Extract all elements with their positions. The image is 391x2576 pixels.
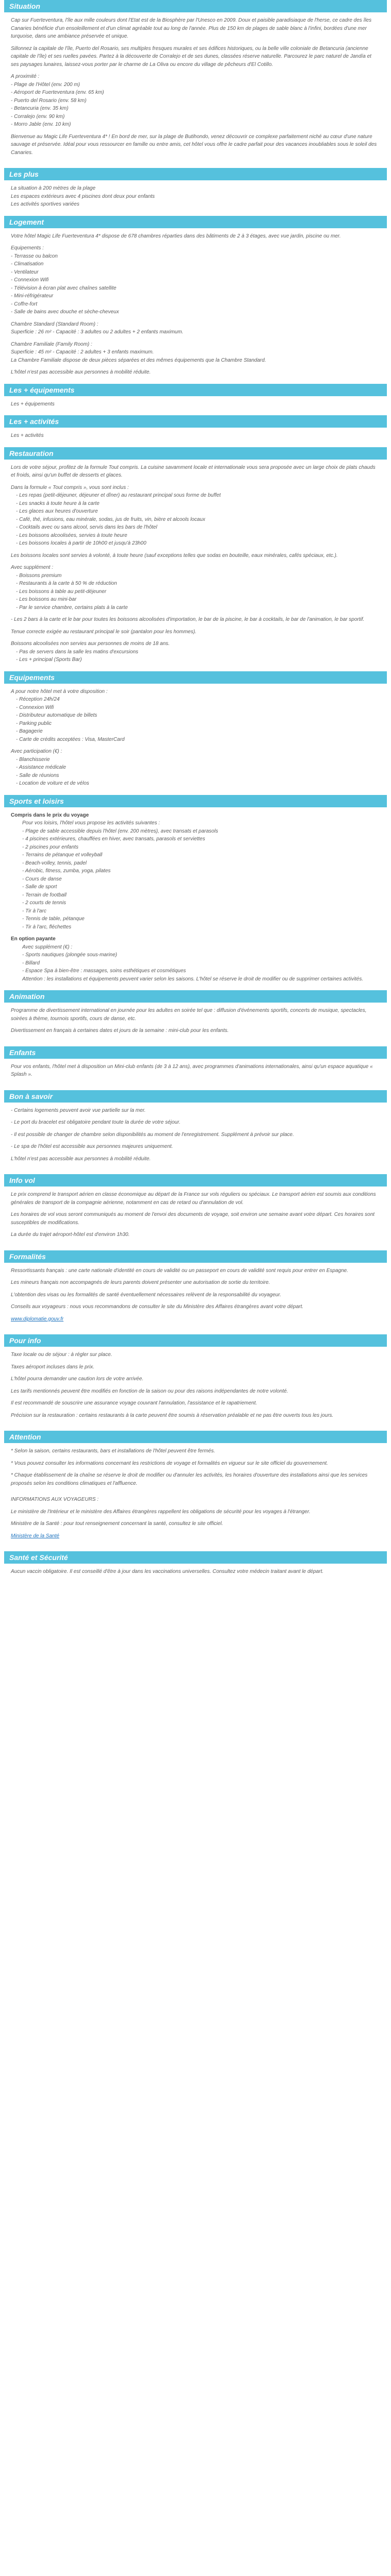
section-title: Info vol — [4, 1174, 387, 1187]
restauration-ai-title: Dans la formule « Tout compris », vous sont inclus : — [11, 484, 129, 490]
section-logement — [4, 216, 387, 384]
equipements-item: - Connexion Wifi — [16, 704, 54, 710]
section-title: Restauration — [4, 447, 387, 460]
pour-info-paragraph: Les tarifs mentionnés peuvent être modifiés en fonction de la saison ou pour des raisons indépendantes de notre volonté. — [11, 1388, 288, 1394]
logement-accessibility: L'hôtel n'est pas accessible aux personnes à mobilité réduite. — [11, 369, 151, 375]
formalites-paragraph: Conseils aux voyageurs : nous vous recommandons de consulter le site du Ministère des Affaires étrangères avant votre départ. — [11, 1304, 304, 1310]
info-vol-paragraph: Les horaires de vol vous seront communiqués au moment de l'envoi des documents de voyage, soit environ une semaine avant votre départ. Ces horaires sont susceptibles de modifications. — [11, 1212, 375, 1226]
restauration-ai-item: - Les glaces aux heures d'ouverture — [16, 509, 98, 514]
situation-paragraph: Bienvenue au Magic Life Fuerteventura 4* ! En bord de mer, sur la plage de Butihondo, venez découvrir ce complexe parfaitement niché au cœur d'une nature sauvage et préservée. Idéal pour vous ressourcer en famille ou entre amis, cet hôtel vous offre le cadre parfait pour des vacances inoubliables sous le soleil des Canaries. — [11, 133, 377, 156]
sports-included-item: - Tir à l'arc, fléchettes — [22, 924, 72, 930]
logement-intro: Votre hôtel Magic Life Fuerteventura 4* dispose de 678 chambres réparties dans des bâtiments de 2 à 3 étages, avec vue jardin, piscine ou mer. — [11, 233, 341, 239]
section-les-plus — [4, 168, 387, 216]
sports-included-item: - Aérobic, fitness, zumba, yoga, pilates — [22, 868, 111, 874]
pour-info-paragraph: Taxe locale ou de séjour : à régler sur place. — [11, 1352, 112, 1358]
formalites-link[interactable]: www.diplomatie.gouv.fr — [11, 1316, 64, 1322]
equipements-pay-item: - Location de voiture et de vélos — [16, 781, 89, 786]
attention-paragraph: Le ministère de l'Intérieur et le ministère des Affaires étrangères rappellent les obligations de sécurité pour les voyages à l'étranger. — [11, 1509, 311, 1515]
section-situation — [4, 0, 387, 168]
sports-option-item: Avec supplément (€) : — [22, 944, 73, 950]
sports-included-item: - 2 courts de tennis — [22, 900, 67, 906]
pour-info-paragraph: Il est recommandé de souscrire une assurance voyage couvrant l'annulation, l'assistance et le rapatriement. — [11, 1400, 257, 1406]
restauration-closing: Boissons alcoolisées non servies aux personnes de moins de 18 ans. — [11, 641, 170, 647]
sports-included-item: - Tir à l'arc — [22, 908, 46, 914]
sports-included-item: - Beach-volley, tennis, padel — [22, 860, 87, 866]
section-formalites — [4, 1250, 387, 1335]
section-restauration — [4, 447, 387, 671]
restauration-closing-item: - Pas de servers dans la salle les matins d'excursions — [16, 649, 139, 655]
info-vol-paragraph: La durée du trajet aéroport-hôtel est d'environ 1h30. — [11, 1232, 130, 1238]
situation-nearby-item: - Betancuria (env. 35 km) — [11, 106, 69, 111]
attention-info-title: INFORMATIONS AUX VOYAGEURS : — [11, 1497, 99, 1502]
situation-paragraph: Cap sur Fuerteventura, l'île aux mille couleurs dont l'Etat est de la Biosphère par l'Unesco en 2009. Doux et paisible paradisiaque de l'herse, ce cadre des îles Canaries bénéficie d'un ensoleillement et d'un climat agréable tout au long de l'année. Plus de 150 km de plages de sable blanc à l'infini, bordées d'une mer turquoise, dans une ambiance préservée et unique. — [11, 18, 372, 39]
logement-equipments-title: Equipements : — [11, 245, 44, 251]
equipements-pay-item: - Assistance médicale — [16, 765, 66, 770]
animation-text: Programme de divertissement international en journée pour les adultes en soirée tel que : diffusion d'événements sportifs, concerts de musique, spectacles, soirées à thème, tournois sportifs, cours de danse, etc. — [11, 1008, 367, 1022]
logement-room-title: Chambre Familiale (Family Room) : — [11, 341, 92, 347]
logement-room-desc: Superficie : 26 m² - Capacité : 3 adultes ou 2 adultes + 2 enfants maximum. — [11, 329, 184, 335]
logement-equipment-item: - Salle de bains avec douche et sèche-cheveux — [11, 309, 119, 315]
restauration-pay-item: - Restaurants à la carte à 50 % de réduction — [16, 581, 117, 586]
sports-option-item: Attention : les installations et équipements peuvent varier selon les saisons. L'hôtel se réserve le droit de modifier ou de supprimer certaines activités. — [22, 976, 364, 982]
logement-equipment-item: - Télévision à écran plat avec chaînes satellite — [11, 285, 117, 291]
sports-included-item: - Terrain de football — [22, 892, 67, 898]
formalites-paragraph: L'obtention des visas ou les formalités de santé éventuellement nécessaires relèvent de la responsabilité du voyageur. — [11, 1292, 282, 1298]
restauration-extra: - Les 2 bars à la carte et le bar pour toutes les boissons alcoolisées d'importation, le bar de la piscine, le bar à cocktails, le bar de l'animation, le bar sportif. — [11, 617, 365, 622]
situation-nearby-item: - Corralejo (env. 90 km) — [11, 113, 65, 120]
section-title: Sports et loisirs — [4, 795, 387, 807]
section-title: Pour info — [4, 1334, 387, 1347]
sports-included-item: - Terrains de pétanque et volleyball — [22, 852, 103, 858]
enfants-text: Pour vos enfants, l'hôtel met à disposition un Mini-club enfants (de 3 à 12 ans), avec programmes d'animations internationales, ainsi qu'un espace aquatique « Splash ». — [11, 1063, 373, 1077]
sports-option-title: En option payante — [11, 936, 56, 942]
sports-option-item: - Espace Spa à bien-être : massages, soins esthétiques et cosmétiques — [22, 968, 186, 974]
logement-equipment-item: - Climatisation — [11, 261, 44, 267]
formalites-paragraph: Les mineurs français non accompagnés de leurs parents doivent présenter une autorisation de sortie du territoire. — [11, 1280, 270, 1285]
plus-item: La situation à 200 mètres de la plage — [11, 185, 95, 191]
logement-equipment-item: - Terrasse ou balcon — [11, 253, 58, 259]
bon-a-savoir-item: - Certains logements peuvent avoir vue partielle sur la mer. — [11, 1107, 146, 1113]
section-plus-activites — [4, 415, 387, 447]
section-title: Situation — [4, 0, 387, 12]
restauration-closing-item: - Les + principal (Sports Bar) — [16, 657, 82, 663]
attention-paragraph: * Vous pouvez consulter les informations concernant les restrictions de voyage et formalités en vigueur sur le site officiel du gouvernement. — [11, 1460, 328, 1466]
sports-included-title: Compris dans le prix du voyage — [11, 812, 89, 818]
attention-paragraph: Ministère de la Santé : pour tout renseignement concernant la santé, consultez le site officiel. — [11, 1521, 223, 1527]
info-vol-paragraph: Le prix comprend le transport aérien en classe économique au départ de la France sur vols réguliers ou spéciaux. Le transport aérien est soumis aux conditions générales de transport de la compagnie aérienne, notamment en cas de retard ou d'annulation de vol. — [11, 1192, 376, 1206]
restauration-pay-item: - Les boissons au mini-bar — [16, 597, 77, 602]
section-bon-a-savoir — [4, 1090, 387, 1175]
bon-a-savoir-item: L'hôtel n'est pas accessible aux personnes à mobilité réduite. — [11, 1156, 151, 1162]
section-sante — [4, 1551, 387, 1587]
section-title: Les plus — [4, 168, 387, 180]
sports-option-item: - Sports nautiques (plongée sous-marine) — [22, 952, 117, 958]
section-title: Bon à savoir — [4, 1090, 387, 1103]
equipements-item: - Réception 24h/24 — [16, 697, 60, 702]
equipements-item: - Parking public — [16, 720, 52, 726]
sports-option-item: - Billard — [22, 960, 40, 966]
section-plus-equipements — [4, 384, 387, 416]
attention-paragraph: * Selon la saison, certains restaurants, bars et installations de l'hôtel peuvent être fermés. — [11, 1448, 216, 1454]
equipements-intro: A pour notre hôtel met à votre disposition : — [11, 688, 108, 694]
equipements-pay-title: Avec participation (€) : — [11, 749, 62, 754]
situation-nearby-title: A proximité : — [11, 74, 40, 79]
section-sports — [4, 795, 387, 991]
pour-info-paragraph: Taxes aéroport incluses dans le prix. — [11, 1364, 94, 1370]
situation-nearby-item: - Puerto del Rosario (env. 58 km) — [11, 97, 87, 104]
section-title: Les + équipements — [4, 384, 387, 396]
pour-info-paragraph: L'hôtel pourra demander une caution lors de votre arrivée. — [11, 1376, 144, 1382]
equipements-pay-item: - Blanchisserie — [16, 756, 50, 762]
restauration-pay-item: - Les boissons à table au petit-déjeuner — [16, 588, 107, 595]
logement-room-desc: Superficie : 45 m² - Capacité : 2 adultes + 3 enfants maximum. — [11, 349, 154, 355]
equipements-item: - Bagagerie — [16, 728, 43, 734]
restauration-pay-item: - Boissons premium — [16, 572, 62, 579]
equipements-pay-item: - Salle de réunions — [16, 772, 59, 778]
restauration-intro: Lors de votre séjour, profitez de la formule Tout compris. La cuisine savamment locale et internationale vous sera proposée avec un large choix de plats chauds et froids, ainsi qu'un buffet de desserts et glaces. — [11, 464, 376, 478]
restauration-pay-title: Avec supplément : — [11, 565, 54, 570]
sports-included-item: - 2 piscines pour enfants — [22, 844, 78, 850]
restauration-ai-item: - Cocktails avec ou sans alcool, servis dans les bars de l'hôtel — [16, 524, 157, 530]
section-title: Attention — [4, 1431, 387, 1443]
section-title: Formalités — [4, 1250, 387, 1263]
logement-equipment-item: - Coffre-fort — [11, 301, 38, 307]
section-title: Enfants — [4, 1046, 387, 1059]
formalites-paragraph: Ressortissants français : une carte nationale d'identité en cours de validité ou un passeport en cours de validité sont requis pour entrer en Espagne. — [11, 1267, 348, 1274]
restauration-note: Les boissons locales sont servies à volonté, à toute heure (sauf exceptions telles que sodas en bouteille, eaux minérales, cafés spéciaux, etc.). — [11, 552, 338, 558]
situation-nearby-item: - Aéroport de Fuerteventura (env. 65 km) — [11, 90, 104, 95]
attention-link[interactable]: Ministère de la Santé — [11, 1533, 59, 1539]
restauration-ai-item: - Café, thé, infusions, eau minérale, sodas, jus de fruits, vin, bière et alcools locaux — [16, 516, 205, 522]
pour-info-paragraph: Précision sur la restauration : certains restaurants à la carte peuvent être soumis à réservation préalable et ne pas être ouverts tous les jours. — [11, 1412, 334, 1418]
situation-nearby-item: - Morro Jable (env. 10 km) — [11, 122, 71, 127]
restauration-ai-item: - Les repas (petit-déjeuner, déjeuner et dîner) au restaurant principal sous forme de buffet — [16, 493, 221, 498]
section-title: Equipements — [4, 671, 387, 684]
sports-included-item: Pour vos loisirs, l'hôtel vous propose les activités suivantes : — [22, 820, 160, 826]
bon-a-savoir-item: - Le port du bracelet est obligatoire pendant toute la durée de votre séjour. — [11, 1120, 181, 1125]
section-animation — [4, 990, 387, 1046]
logement-room-desc: La Chambre Familiale dispose de deux pièces séparées et des mêmes équipements que la Chambre Standard. — [11, 357, 266, 363]
section-title: Animation — [4, 990, 387, 1003]
logement-equipment-item: - Ventilateur — [11, 269, 39, 275]
section-equipements — [4, 671, 387, 795]
restauration-dress: Tenue correcte exigée au restaurant principal le soir (pantalon pour les hommes). — [11, 629, 197, 635]
restauration-pay-item: - Par le service chambre, certains plats à la carte — [16, 604, 128, 611]
sports-included-item: - 4 piscines extérieures, chauffées en hiver, avec transats, parasols et serviettes — [22, 836, 205, 842]
logement-equipment-item: - Mini-réfrigérateur — [11, 293, 54, 299]
plus-item: Les espaces extérieurs avec 4 piscines dont deux pour enfants — [11, 193, 155, 199]
sports-included-item: - Cours de danse — [22, 876, 62, 882]
animation-note: Divertissement en français à certaines dates et jours de la semaine : mini-club pour les enfants. — [11, 1028, 229, 1033]
section-title: Logement — [4, 216, 387, 228]
section-title: Santé et Sécurité — [4, 1551, 387, 1564]
restauration-ai-item: - Les boissons locales à partir de 10h00 et jusqu'à 23h00 — [16, 540, 146, 546]
plus-equipements-text: Les + équipements — [11, 401, 55, 407]
section-title: Les + activités — [4, 415, 387, 428]
plus-activites-text: Les + activités — [11, 433, 44, 438]
section-enfants — [4, 1046, 387, 1090]
restauration-ai-item: - Les boissons alcoolisées, servies à toute heure — [16, 532, 127, 538]
plus-item: Les activités sportives variées — [11, 201, 79, 207]
section-attention — [4, 1431, 387, 1551]
bon-a-savoir-item: - Il est possible de changer de chambre selon disponibilités au moment de l'enregistrement. Supplément à prévoir sur place. — [11, 1131, 294, 1138]
section-info-vol — [4, 1174, 387, 1250]
sports-included-item: - Salle de sport — [22, 884, 57, 890]
section-pour-info — [4, 1334, 387, 1431]
bon-a-savoir-item: - Le spa de l'hôtel est accessible aux personnes majeures uniquement. — [11, 1144, 173, 1149]
restauration-ai-item: - Les snacks à toute heure à la carte — [16, 500, 100, 506]
equipements-item: - Carte de crédits acceptées : Visa, MasterCard — [16, 736, 125, 742]
situation-nearby-item: - Plage de l'Hôtel (env. 200 m) — [11, 81, 80, 88]
sports-included-item: - Tennis de table, pétanque — [22, 916, 85, 922]
situation-paragraph: Sillonnez la capitale de l'île, Puerto del Rosario, ses multiples fresques murales et ses édifices historiques, ou la belle ville coloniale de Betancuria (ancienne capitale de l'île) et ses ruelles pavées. Partez à la découverte de Corralejo et de ses dunes, classées réserve naturelle. Parcourez le parc naturel de Jandía et ses paysages lunaires, laissez-vous porter par le charme de La Oliva ou encore du village de pêcheurs d'El Cotillo. — [11, 45, 371, 67]
sports-included-item: - Plage de sable accessible depuis l'hôtel (env. 200 mètres), avec transats et parasols — [22, 828, 218, 834]
logement-room-title: Chambre Standard (Standard Room) : — [11, 321, 99, 327]
equipements-item: - Distributeur automatique de billets — [16, 713, 97, 718]
logement-equipment-item: - Connexion Wifi — [11, 277, 49, 283]
attention-paragraph: * Chaque établissement de la chaîne se réserve le droit de modifier ou d'annuler les activités, les horaires d'ouverture des installations ainsi que les services proposés selon les conditions climatiques et l'affluence. — [11, 1472, 368, 1486]
sante-text: Aucun vaccin obligatoire. Il est conseillé d'être à jour dans les vaccinations universelles. Consultez votre médecin traitant avant le départ. — [11, 1569, 324, 1574]
